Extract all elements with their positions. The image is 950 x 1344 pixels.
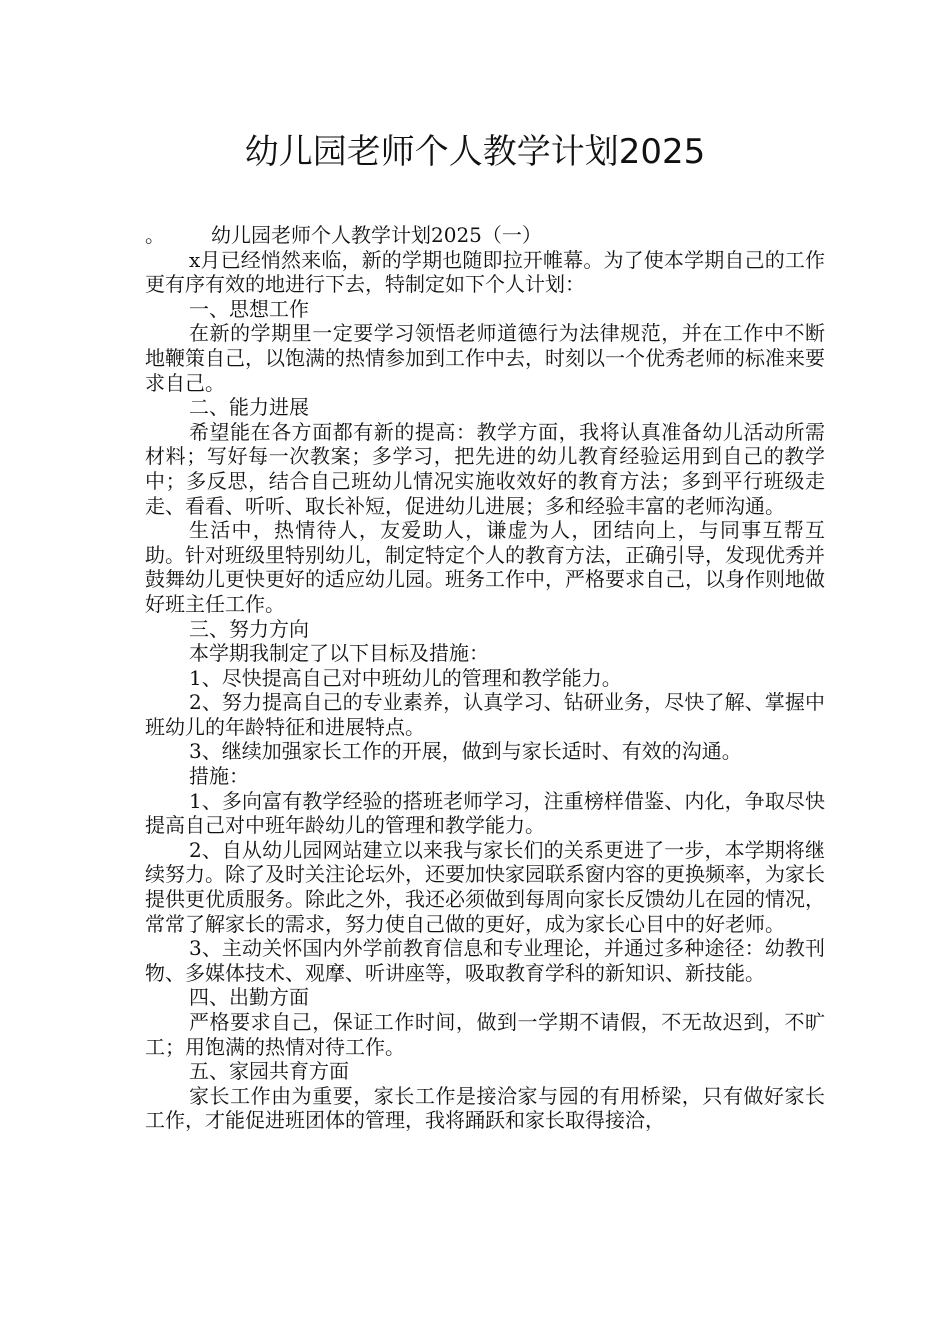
section-heading: 二、能力进展 [189, 395, 309, 420]
section-heading: 五、家园共育方面 [189, 1059, 349, 1084]
paragraph: 家长工作由为重要，家长工作是接洽家与园的有用桥梁，只有做好家长工作，才能促进班团体的管理，我将踊跃和家长取得接洽， [145, 1083, 825, 1133]
paragraph: 措施： [189, 764, 249, 789]
paragraph: 本学期我制定了以下目标及措施： [189, 641, 489, 666]
section-heading: 三、努力方向 [189, 616, 309, 641]
list-item: 1、多向富有教学经验的搭班老师学习，注重榜样借鉴、内化，争取尽快提高自己对中班年龄幼儿的管理和教学能力。 [145, 788, 825, 838]
list-item: 1、尽快提高自己对中班幼儿的管理和教学能力。 [189, 665, 622, 690]
paragraph: 希望能在各方面都有新的提高：教学方面，我将认真准备幼儿活动所需材料；写好每一次教案；多学习，把先进的幼儿教育经验运用到自己的教学中；多反思，结合自己班幼儿情况实施收效好的教育方法；多到平行班级走走、看看、听听、取长补短，促进幼儿进展；多和经验丰富的老师沟通。 [145, 419, 825, 518]
section-heading: 四、出勤方面 [189, 985, 309, 1010]
list-item: 3、继续加强家长工作的开展，做到与家长适时、有效的沟通。 [189, 739, 742, 764]
paragraph: 严格要求自己，保证工作时间，做到一学期不请假，不无故迟到，不旷工；用饱满的热情对待工作。 [145, 1010, 825, 1059]
document-title: 幼儿园老师个人教学计划2025 [244, 132, 706, 172]
list-item: 2、自从幼儿园网站建立以来我与家长们的关系更进了一步，本学期将继续努力。除了及时关注论坛外，还要加快家园联系窗内容的更换频率，为家长提供更优质服务。除此之外，我还必须做到每周向家长反馈幼儿在园的情况，常常了解家长的需求，努力使自己做的更好，成为家长心目中的好老师。 [145, 837, 825, 936]
paragraph: 在新的学期里一定要学习领悟老师道德行为法律规范，并在工作中不断地鞭策自己，以饱满的热情参加到工作中去，时刻以一个优秀老师的标准来要求自己。 [145, 321, 825, 395]
list-item: 3、主动关怀国内外学前教育信息和专业理论，并通过多种途径：幼教刊物、多媒体技术、观摩、听讲座等，吸取教育学科的新知识、新技能。 [145, 936, 825, 985]
document-body [145, 223, 825, 1133]
section-heading: 一、思想工作 [189, 296, 309, 321]
paragraph: x月已经悄然来临，新的学期也随即拉开帷幕。为了使本学期自己的工作更有序有效的地进行下去，特制定如下个人计划： [145, 247, 825, 297]
subtitle-line [145, 223, 825, 248]
paragraph: 生活中，热情待人，友爱助人，谦虚为人，团结向上，与同事互帮互助。针对班级里特别幼儿，制定特定个人的教育方法，正确引导，发现优秀并鼓舞幼儿更快更好的适应幼儿园。班务工作中，严格要求自己，以身作则地做好班主任工作。 [145, 518, 825, 616]
lead-mark: 。 [145, 223, 165, 247]
section-subtitle: 幼儿园老师个人教学计划2025（一） [211, 223, 542, 247]
list-item: 2、努力提高自己的专业素养，认真学习、钻研业务，尽快了解、掌握中班幼儿的年龄特征和进展特点。 [145, 690, 825, 739]
